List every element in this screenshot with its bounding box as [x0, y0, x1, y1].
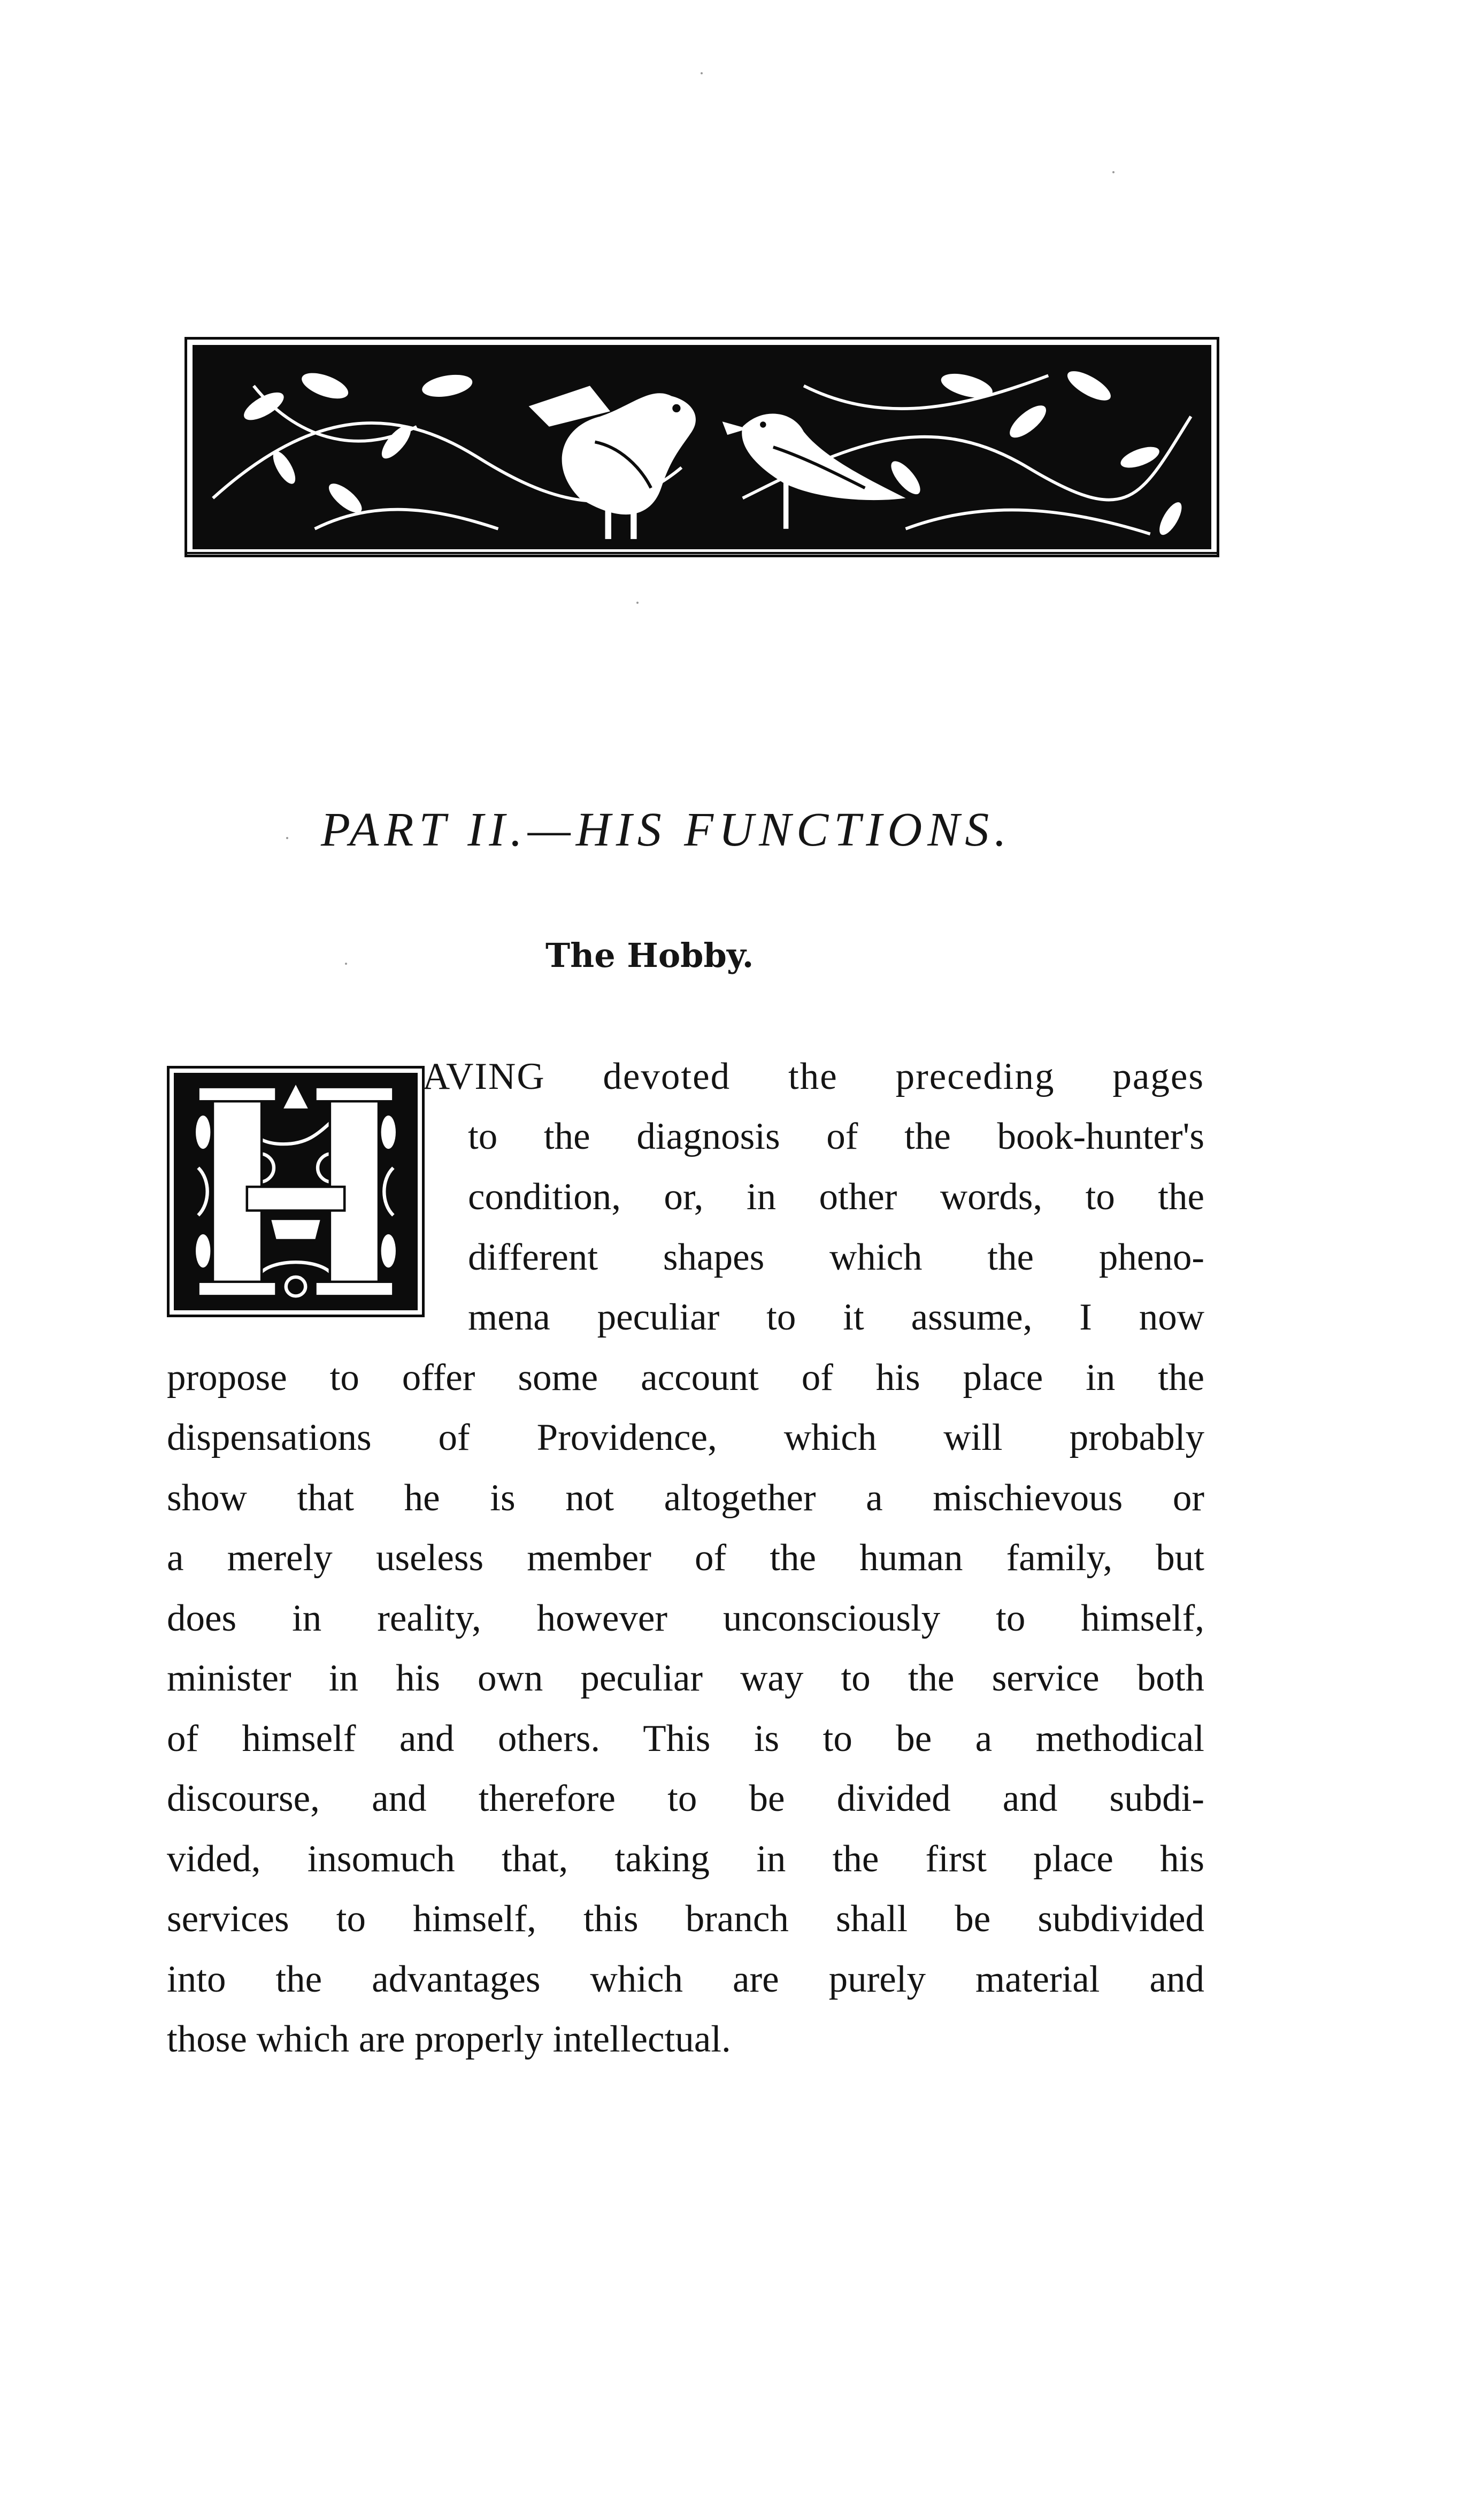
- drop-cap-h: [167, 1066, 425, 1317]
- body-line-12: of himself and others. This is to be a methodical: [167, 1718, 1204, 1760]
- body-line-10: does in reality, however unconsciously to himself,: [167, 1597, 1204, 1639]
- body-line-16: into the advantages which are purely material and: [167, 1958, 1204, 2000]
- headpiece-underline: [185, 552, 1219, 554]
- paper-speck: [1112, 171, 1115, 173]
- ornamental-headpiece: [185, 337, 1219, 557]
- bird-foliage-illustration: [193, 345, 1211, 549]
- body-line-15: services to himself, this branch shall be subdivided: [167, 1898, 1204, 1940]
- body-line-11: minister in his own peculiar way to the service both: [167, 1657, 1204, 1699]
- body-line-5: mena peculiar to it assume, I now: [468, 1296, 1204, 1338]
- paper-speck: [636, 602, 639, 604]
- body-line-13: discourse, and therefore to be divided and subdi-: [167, 1778, 1204, 1819]
- body-line-1: AVING devoted the preceding pages: [422, 1056, 1204, 1097]
- body-line-3: condition, or, in other words, to the: [468, 1176, 1204, 1218]
- body-line-17: those which are properly intellectual.: [167, 2018, 731, 2060]
- drop-cap-underline: [167, 1315, 425, 1317]
- body-line-7: dispensations of Providence, which will probably: [167, 1417, 1204, 1458]
- body-line-6: propose to offer some account of his place in the: [167, 1357, 1204, 1399]
- part-title: PART II.—HIS FUNCTIONS.: [321, 803, 1012, 856]
- body-line-14: vided, insomuch that, taking in the first place his: [167, 1838, 1204, 1880]
- paper-speck: [345, 963, 347, 965]
- body-line-8: show that he is not altogether a mischievous or: [167, 1477, 1204, 1519]
- paper-speck: [286, 837, 288, 839]
- paper-speck: [701, 72, 703, 74]
- body-line-4: different shapes which the pheno-: [468, 1236, 1204, 1278]
- body-line-9: a merely useless member of the human family, but: [167, 1537, 1204, 1579]
- drop-cap-ornament: [174, 1073, 418, 1310]
- section-title: The Hobby.: [545, 936, 754, 975]
- body-line-2: to the diagnosis of the book-hunter's: [468, 1116, 1204, 1157]
